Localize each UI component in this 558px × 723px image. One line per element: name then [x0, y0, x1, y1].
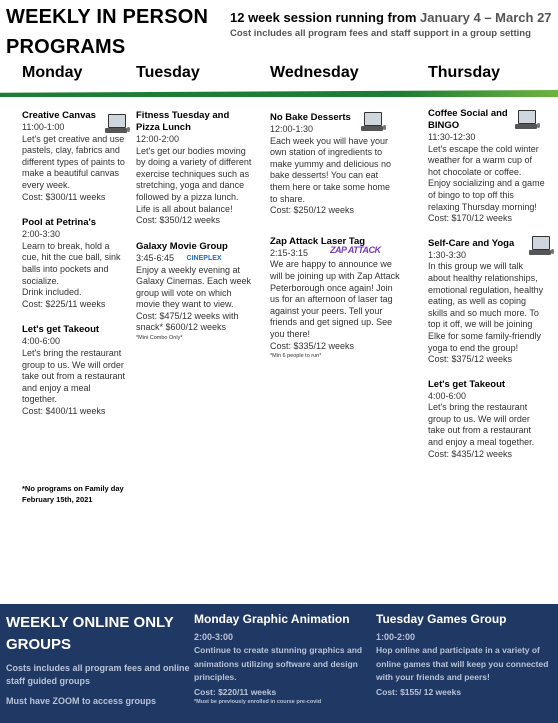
program-cost: Cost: $170/12 weeks — [428, 213, 513, 224]
program-description: Learn to break, hold a cue, hit the cue ball, sink balls into pockets and socialize. — [22, 240, 121, 286]
computer-icon — [362, 112, 386, 132]
program-title: Monday Graphic Animation — [194, 612, 350, 626]
session-dates: January 4 – March 27 — [420, 10, 552, 25]
program-title: Coffee Social and BINGO — [428, 108, 508, 131]
day-heading-tuesday: Tuesday — [136, 64, 200, 81]
program-laser-tag — [270, 236, 400, 360]
program-title: No Bake Desserts — [270, 112, 351, 123]
program-time: 11:00-1:00 — [22, 122, 65, 132]
program-cost: Cost: $225/11 weeks — [22, 298, 106, 309]
program-fitness — [136, 110, 254, 227]
online-cost-note: Costs includes all program fees and online staff guided groups — [6, 663, 190, 686]
page-title — [6, 2, 226, 62]
cineplex-logo: CINEPLEX — [186, 254, 222, 262]
program-time: 2:00-3:00 — [194, 632, 234, 642]
program-description: Hop online and participate in a variety of online games that will keep you connected with your friends and peers! — [376, 645, 549, 682]
column-wednesday — [270, 112, 400, 360]
program-cost: Cost: $475/12 weeks with snack* $600/12 weeks — [136, 310, 239, 333]
program-title: Let's get Takeout — [428, 378, 506, 390]
computer-icon — [516, 110, 540, 130]
zap-attack-logo: ZAP ATTACK — [330, 244, 381, 255]
program-title: Let's get Takeout — [22, 324, 100, 336]
program-cost: Cost: $250/12 weeks — [270, 205, 355, 216]
program-time: 1:00-2:00 — [376, 632, 416, 642]
program-time: 12:00-1:30 — [270, 124, 314, 134]
program-time: 2:00-3:30 — [22, 229, 61, 240]
program-description: Enjoy a weekly evening at Galaxy Cinemas. Each week group will vote on which movie they want to view. — [136, 264, 252, 310]
program-takeout-thursday — [428, 379, 546, 461]
program-description: Let's bring the restaurant group to us. We will order take out from a restaurant and enjoy a meal together. — [22, 347, 126, 405]
program-cost: Cost: $300/11 weeks — [22, 191, 106, 202]
program-takeout-monday — [22, 324, 128, 417]
program-description: Let's get our bodies moving by doing a variety of different exercise techniques such as stretching, yoga and dance followed by a pizza lunch. Life is all about balance! — [136, 145, 252, 214]
program-cost: Cost: $375/12 weeks — [428, 354, 513, 365]
program-galaxy-movie — [136, 241, 254, 342]
program-cost: Cost: $335/12 weeks — [270, 340, 355, 351]
program-no-bake — [270, 112, 400, 217]
title-line-1: WEEKLY IN PERSON — [6, 6, 209, 28]
column-thursday — [428, 108, 546, 460]
program-cost: Cost: $350/12 weeks — [136, 215, 221, 226]
program-cost: Cost: $400/11 weeks — [22, 405, 106, 416]
program-time: 12:00-2:00 — [136, 134, 180, 144]
cost-subtitle: Cost includes all program fees and staff support in a group setting — [230, 28, 531, 39]
program-title: Creative Canvas — [22, 110, 96, 121]
program-self-care-yoga — [428, 238, 546, 366]
program-coffee-bingo — [428, 108, 546, 225]
zoom-requirement: Must have ZOOM to access groups — [6, 696, 157, 706]
program-time: 1:30-3:30 — [428, 249, 467, 260]
program-description: In this group we will talk about healthy relationships, emotional regulation, healthy eating, as well as coping skills and so much more. To top it off, we will be joining Elke for some family-friendly yoga to end the group! — [428, 261, 544, 353]
title-line-2: PROGRAMS — [6, 36, 126, 58]
session-info — [230, 10, 552, 25]
online-title: WEEKLY ONLINE ONLY GROUPS — [6, 614, 174, 653]
program-note: *Mini Combo Only* — [136, 335, 183, 342]
program-cost: Cost: $220/11 weeks — [194, 686, 277, 697]
program-time: 2:15-3:15 — [270, 247, 309, 258]
program-pool — [22, 217, 128, 310]
program-note: *Min 6 people to run* — [270, 353, 322, 360]
program-title: Tuesday Games Group — [376, 612, 507, 626]
program-time: 4:00-6:00 — [22, 336, 61, 347]
column-monday — [22, 110, 128, 417]
program-description: We are happy to announce we will be joining up with Zap Attack Peterborough once again! Join us for an afternoon of laser tag against your peers. Tell your friends and get signed up. See you there! — [270, 259, 400, 339]
program-extra: Drink included. — [22, 287, 82, 298]
session-prefix: 12 week session running from — [230, 10, 417, 25]
computer-icon — [530, 236, 554, 256]
program-description: Let's get creative and use pastels, clay, fabrics and different types of paints to make a beautiful canvas every week. — [22, 133, 125, 190]
program-time-text: 3:45-6:45 — [136, 252, 175, 263]
online-program-graphic-animation — [194, 612, 374, 705]
program-title: Fitness Tuesday and Pizza Lunch — [136, 110, 230, 133]
computer-icon — [106, 114, 130, 134]
program-description: Let's escape the cold winter weather for a warm cup of hot chocolate or coffee. Enjoy socializing and a game of bingo to top off this relaxing Thursday morning! — [428, 143, 545, 212]
program-title: Self-Care and Yoga — [428, 237, 515, 249]
family-day-footnote: *No programs on Family day February 15th, 2021 — [22, 484, 124, 504]
program-creative-canvas — [22, 110, 128, 203]
column-tuesday — [136, 110, 254, 342]
program-title: Galaxy Movie Group — [136, 240, 228, 252]
program-note: *Must be previously enrolled in course pre-covid — [194, 698, 322, 705]
day-heading-thursday: Thursday — [428, 64, 501, 81]
program-time: 11:30-12:30 — [428, 132, 476, 142]
program-cost: Cost: $155/ 12 weeks — [376, 686, 462, 697]
program-cost: Cost: $435/12 weeks — [428, 448, 513, 459]
program-description: Each week you will have your own station of ingredients to make yummy and delicious no bake desserts! You can eat them here or take some home to share. — [270, 135, 392, 204]
day-heading-wednesday: Wednesday — [270, 64, 359, 81]
day-heading-monday: Monday — [22, 64, 83, 81]
program-description: Let's bring the restaurant group to us. We will order take out from a restaurant and enjoy a meal together. — [428, 402, 535, 448]
program-time — [136, 253, 254, 265]
program-description: Continue to create stunning graphics and animations utilizing software and design principles. — [194, 645, 363, 682]
online-groups-section — [0, 604, 558, 723]
program-title: Pool at Petrina's — [22, 217, 97, 229]
green-divider-bar — [0, 90, 558, 97]
online-program-games — [376, 612, 556, 697]
program-time: 4:00-6:00 — [428, 390, 467, 401]
program-title: Zap Attack Laser Tag — [270, 235, 366, 247]
